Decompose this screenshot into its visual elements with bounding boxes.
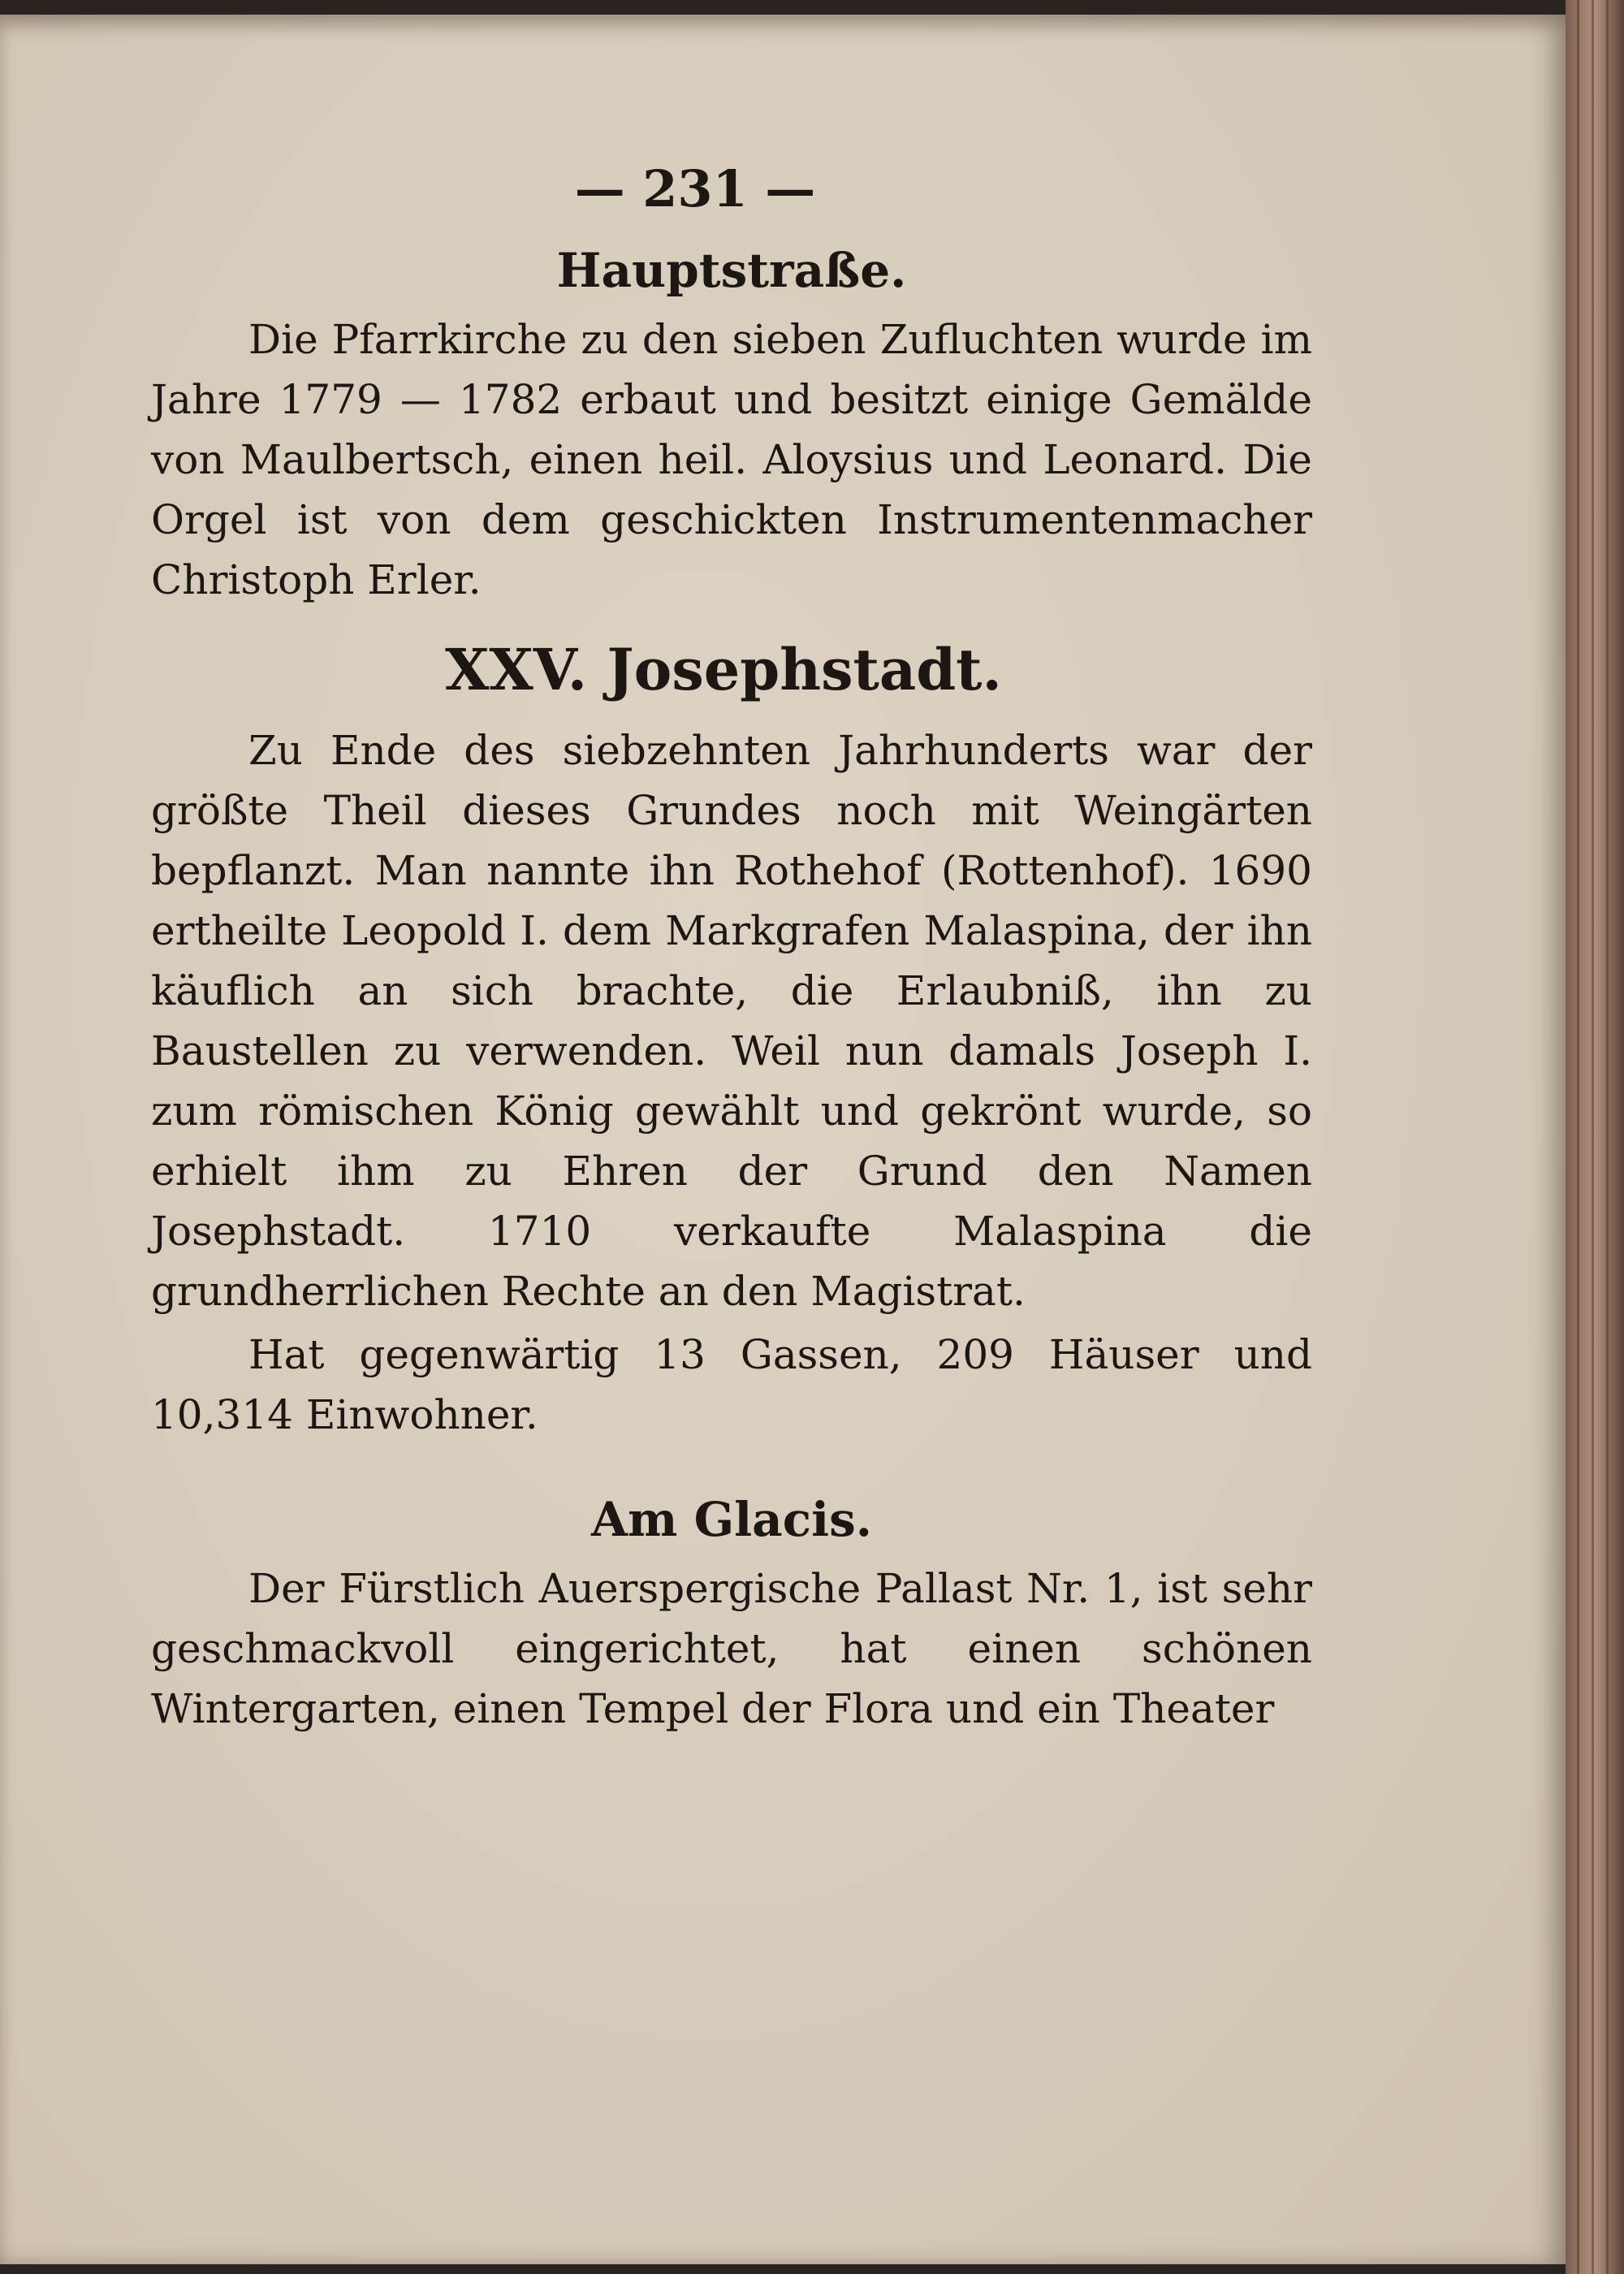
paragraph-statistics: Hat gegenwärtig 13 Gassen, 209 Häuser und 10,314 Einwohner. xyxy=(151,1331,1312,1438)
section-title-hauptstrasse: Hauptstraße. xyxy=(556,243,907,298)
page-edge-line xyxy=(1577,0,1579,2274)
page-text xyxy=(151,157,1312,1739)
page-number: — 231 — xyxy=(574,159,816,218)
page-edge-line xyxy=(1592,0,1594,2274)
paragraph-pfarrkirche: Die Pfarrkirche zu den sieben Zufluchten wurde im Jahre 1779 — 1782 erbaut und besitzt einige Gemälde von Maulbertsch, einen heil. Aloysius und Leonard. Die Orgel ist von dem geschickten Instrumentenmacher Christoph Erler. xyxy=(151,316,1312,603)
paragraph-history: Zu Ende des siebzehnten Jahrhunderts war der größte Theil dieses Grundes noch mit Weingärten bepflanzt. Man nannte ihn Rothehof (Rottenhof). 1690 ertheilte Leopold I. dem Markgrafen Malaspina, der ihn käuflich an sich brachte, die Erlaubniß, ihn zu Baustellen zu verwenden. Weil nun damals Joseph I. zum römischen König gewählt und gekrönt wurde, so erhielt ihm zu Ehren der Grund den Namen Josephstadt. 1710 verkaufte Malaspina die grundherrlichen Rechte an den Magistrat. xyxy=(151,727,1312,1315)
page-edge-shadow xyxy=(1566,0,1624,2274)
paper-page xyxy=(0,15,1566,2264)
section-title-am-glacis: Am Glacis. xyxy=(591,1492,872,1547)
chapter-title-josephstadt: XXV. Josephstadt. xyxy=(445,636,1002,703)
page-edge-line xyxy=(1606,0,1609,2274)
section-gap xyxy=(151,1445,1312,1485)
paragraph-pallast: Der Fürstlich Auerspergische Pallast Nr. 1, ist sehr geschmackvoll eingerichtet, hat einen schönen Wintergarten, einen Tempel der Flora und ein Theater xyxy=(151,1565,1312,1732)
